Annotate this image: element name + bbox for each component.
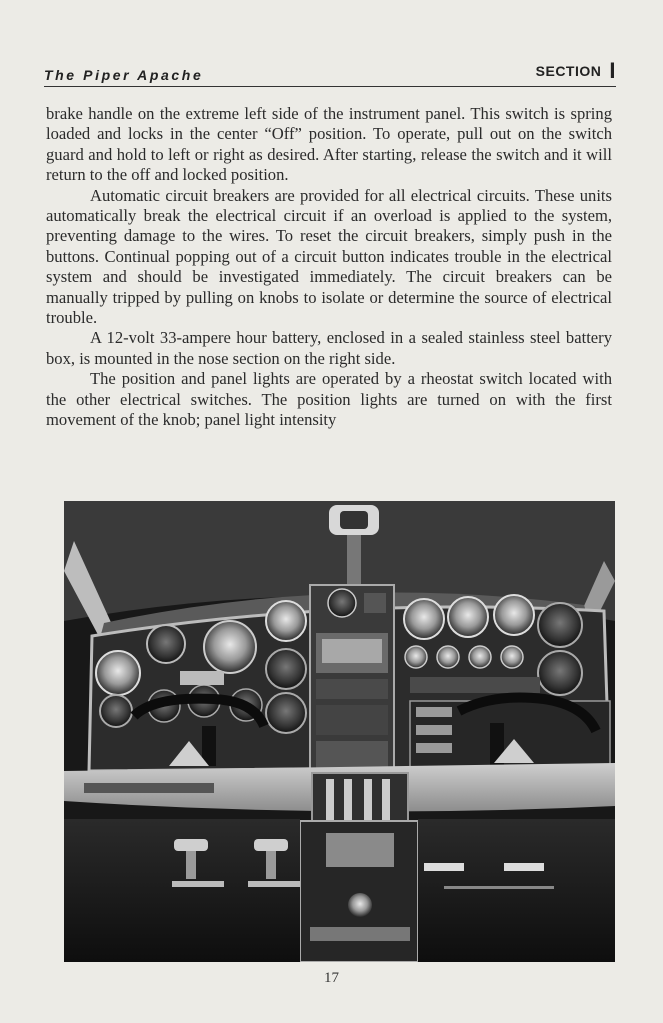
running-title: The Piper Apache xyxy=(44,67,204,83)
instrument-panel-photo xyxy=(64,501,615,962)
section-number: I xyxy=(609,58,616,83)
page-header xyxy=(44,58,616,87)
section-label-text: SECTION xyxy=(535,63,602,79)
paragraph-2: Automatic circuit breakers are provided for all electrical circuits. These units automatically break the electrical circuit if an overload is applied to the system, preventing damage to the wires. To reset the circuit breakers, simply push in the buttons. Continual popping out of a circuit button indicates trouble in the electrical system and should be investigated immediately. The circuit breakers can be manually tripped by pulling on knobs to isolate or determine the source of electrical trouble. xyxy=(46,185,612,328)
paragraph-1: brake handle on the extreme left side of the instrument panel. This switch is spring loaded and locks in the center “Off” position. To operate, pull out on the switch guard and hold to left or right as desired. After starting, release the switch and it will return to the off and locked position. xyxy=(46,104,612,185)
paragraph-4: The position and panel lights are operated by a rheostat switch located with the other electrical switches. The position lights are turned on with the first movement of the knob; panel light intensity xyxy=(46,369,612,430)
instrument-panel-illustration xyxy=(64,501,615,962)
paragraph-3: A 12-volt 33-ampere hour battery, enclosed in a sealed stainless steel battery box, is mounted in the nose section on the right side. xyxy=(46,328,612,368)
section-label xyxy=(536,58,616,84)
body-text xyxy=(46,104,612,431)
page-number: 17 xyxy=(324,970,339,986)
